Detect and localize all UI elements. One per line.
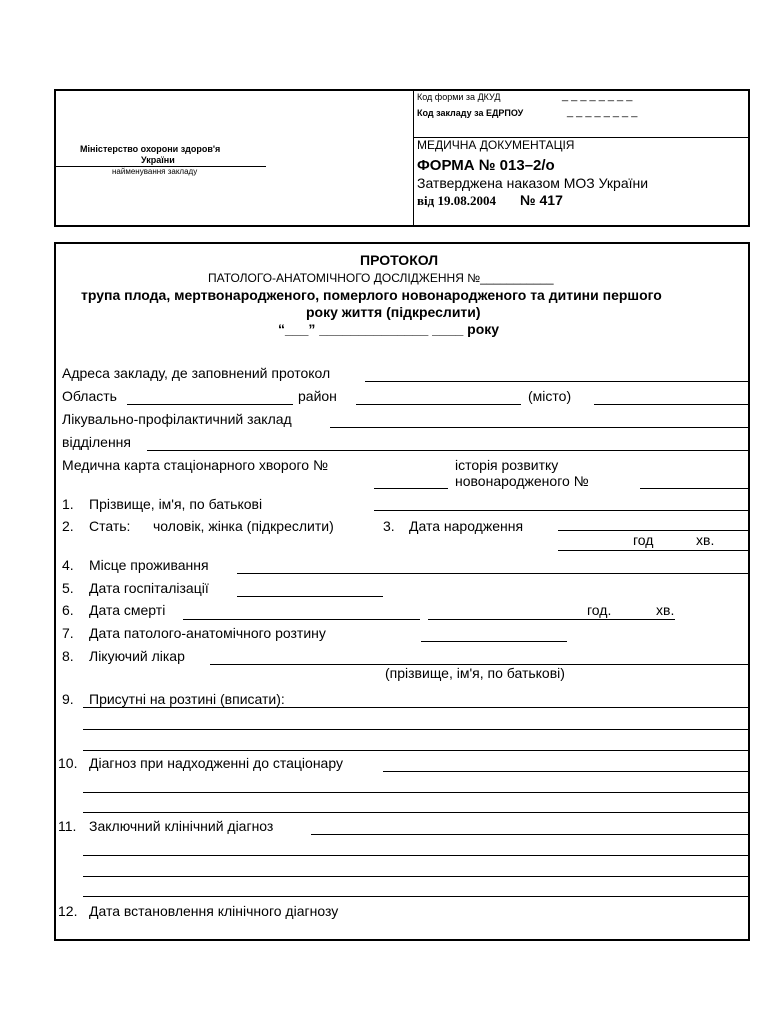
field-5-number: 5.: [62, 580, 74, 596]
final-diagnosis-line-1[interactable]: [311, 834, 748, 835]
med-card-field[interactable]: [374, 488, 448, 489]
med-doc-label: МЕДИЧНА ДОКУМЕНТАЦІЯ: [417, 138, 575, 152]
history-label-1: історія розвитку: [455, 457, 559, 473]
rayon-field[interactable]: [356, 404, 521, 405]
edrpou-label: Код закладу за ЕДРПОУ: [417, 108, 524, 118]
protocol-desc-1: трупа плода, мертвонародженого, померлого новонародженого та дитини першого: [81, 287, 662, 303]
country-name: України: [141, 155, 175, 165]
form-number: ФОРМА № 013–2/о: [417, 157, 555, 174]
oblast-field[interactable]: [127, 404, 293, 405]
field-12-label: Дата встановлення клінічного діагнозу: [89, 903, 339, 919]
field-8-number: 8.: [62, 648, 74, 664]
protocol-subtitle: ПАТОЛОГО-АНАТОМІЧНОГО ДОСЛІДЖЕННЯ №___________: [208, 271, 554, 285]
name-field[interactable]: [374, 510, 748, 511]
dkud-field[interactable]: _ _ _ _ _ _ _ _: [562, 90, 633, 102]
field-2-label: Стать:: [89, 518, 131, 534]
department-label: відділення: [62, 434, 131, 450]
admission-diagnosis-line-1[interactable]: [383, 771, 748, 772]
header-divider: [413, 89, 414, 227]
field-1-number: 1.: [62, 496, 74, 512]
protocol-desc-2: року життя (підкреслити): [306, 304, 481, 320]
history-label-2: новонародженого №: [455, 473, 589, 489]
field-11-label: Заключний клінічний діагноз: [89, 818, 274, 834]
death-minute-label: хв.: [656, 602, 675, 618]
med-card-label: Медична карта стаціонарного хворого №: [62, 457, 328, 473]
protocol-title: ПРОТОКОЛ: [360, 252, 439, 268]
attendees-line-2[interactable]: [83, 729, 748, 730]
final-diagnosis-line-3[interactable]: [83, 876, 748, 877]
field-6-number: 6.: [62, 602, 74, 618]
protocol-date[interactable]: “___” ______________ ____ року: [278, 321, 500, 337]
field-10-number: 10.: [58, 755, 78, 771]
field-12-number: 12.: [58, 903, 78, 919]
final-diagnosis-line-2[interactable]: [83, 855, 748, 856]
institution-caption: найменування закладу: [112, 167, 198, 176]
field-7-number: 7.: [62, 625, 74, 641]
death-date-field[interactable]: [183, 619, 420, 620]
field-6-label: Дата смерті: [89, 602, 166, 618]
field-3-number: 3.: [383, 518, 395, 534]
residence-field[interactable]: [237, 573, 748, 574]
address-label: Адреса закладу, де заповнений протокол: [62, 365, 331, 381]
attendees-line-1[interactable]: [83, 707, 748, 708]
autopsy-date-field[interactable]: [421, 641, 567, 642]
misto-field[interactable]: [594, 404, 748, 405]
field-11-number: 11.: [58, 818, 77, 834]
death-time-field[interactable]: [428, 619, 675, 620]
field-5-label: Дата госпіталізації: [89, 580, 209, 596]
sex-options[interactable]: чоловік, жінка (підкреслити): [153, 518, 334, 534]
clinic-field[interactable]: [330, 427, 748, 428]
misto-label: (місто): [528, 388, 572, 404]
edrpou-field[interactable]: _ _ _ _ _ _ _ _: [567, 106, 638, 118]
ministry-name: Міністерство охорони здоров'я: [80, 144, 221, 154]
order-number: № 417: [520, 192, 563, 208]
death-hour-label: год.: [587, 602, 612, 618]
field-8-label: Лікуючий лікар: [89, 648, 185, 664]
rayon-label: район: [298, 388, 337, 404]
dkud-label: Код форми за ДКУД: [417, 92, 501, 102]
attendees-line-3[interactable]: [83, 750, 748, 751]
department-field[interactable]: [147, 450, 748, 451]
birth-minute-label: хв.: [696, 532, 715, 548]
hospitalization-date-field[interactable]: [237, 596, 383, 597]
oblast-label: Область: [62, 388, 117, 404]
birth-date-field[interactable]: [558, 530, 748, 531]
field-1-label: Прізвище, ім'я, по батькові: [89, 496, 263, 512]
final-diagnosis-line-4[interactable]: [83, 896, 748, 897]
field-7-label: Дата патолого-анатомічного розтину: [89, 625, 326, 641]
field-4-number: 4.: [62, 557, 74, 573]
address-field[interactable]: [365, 381, 748, 382]
field-9-label: Присутні на розтині (вписати):: [89, 691, 285, 707]
admission-diagnosis-line-2[interactable]: [83, 792, 748, 793]
field-4-label: Місце проживання: [89, 557, 209, 573]
admission-diagnosis-line-3[interactable]: [83, 812, 748, 813]
order-date: від 19.08.2004: [417, 193, 496, 208]
field-2-number: 2.: [62, 518, 74, 534]
field-9-number: 9.: [62, 691, 74, 707]
birth-time-field[interactable]: [558, 550, 748, 551]
history-field[interactable]: [640, 488, 748, 489]
doctor-caption: (прізвище, ім'я, по батькові): [385, 665, 565, 681]
approved-text: Затверджена наказом МОЗ України: [417, 175, 649, 191]
field-3-label: Дата народження: [409, 518, 524, 534]
birth-hour-label: год: [633, 532, 654, 548]
clinic-label: Лікувально-профілактичний заклад: [62, 411, 292, 427]
field-10-label: Діагноз при надходженні до стаціонару: [89, 755, 343, 771]
